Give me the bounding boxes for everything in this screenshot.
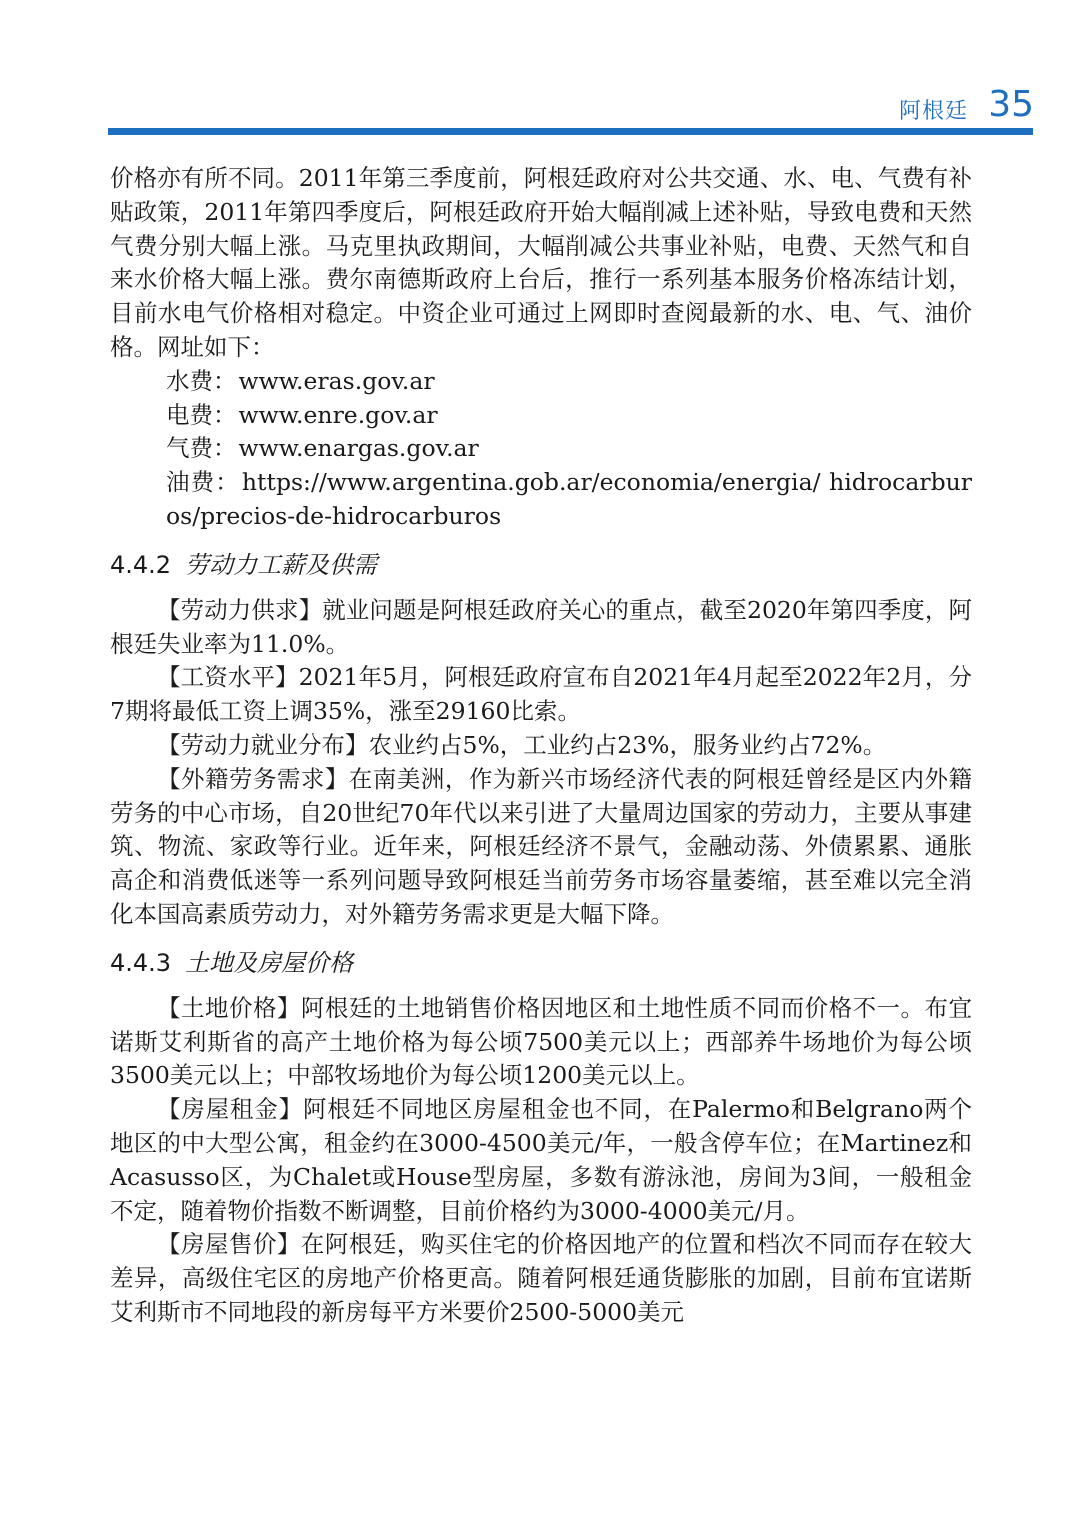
utility-label: 气费： bbox=[166, 434, 237, 463]
paragraph-wage-level bbox=[110, 661, 972, 729]
paragraph-tag: 【房屋租金】 bbox=[157, 1095, 303, 1124]
utility-label: 水费： bbox=[166, 366, 237, 395]
utility-link[interactable]: www.eras.gov.ar bbox=[238, 366, 435, 395]
utility-link[interactable]: www.enre.gov.ar bbox=[238, 400, 438, 429]
utility-label: 油费： bbox=[166, 468, 240, 497]
section-number: 4.4.2 bbox=[110, 550, 172, 579]
section-heading-4-4-3 bbox=[110, 946, 972, 980]
paragraph-foreign-labor-demand bbox=[110, 763, 972, 932]
page-body bbox=[110, 162, 972, 1330]
section-heading-4-4-2 bbox=[110, 548, 972, 582]
paragraph-land-price bbox=[110, 992, 972, 1093]
paragraph-tag: 【房屋售价】 bbox=[157, 1230, 301, 1259]
header-divider bbox=[108, 128, 1033, 135]
utility-link[interactable]: www.enargas.gov.ar bbox=[238, 434, 479, 463]
paragraph-text: 在南美洲，作为新兴市场经济代表的阿根廷曾经是区内外籍劳务的中心市场，自20世纪70年代以来引进了大量周边国家的劳动力，主要从事建筑、物流、家政等行业。近年来，阿根廷经济不景气，金融动荡、外债累累、通胀高企和消费低迷等一系列问题导致阿根廷当前劳务市场容量萎缩，甚至难以完全消化本国高素质劳动力，对外籍劳务需求更是大幅下降。 bbox=[110, 764, 973, 928]
paragraph-text: 阿根廷不同地区房屋租金也不同，在Palermo和Belgrano两个地区的中大型公寓，租金约在3000-4500美元/年，一般含停车位；在Martinez和Acasusso区，为Chalet或House型房屋，多数有游泳池，房间为3间，一般租金不定，随着物价指数不断调整，目前价格约为3000-4000美元/月。 bbox=[110, 1095, 972, 1225]
paragraph-tag: 【土地价格】 bbox=[157, 993, 301, 1022]
utility-url-oil bbox=[110, 466, 972, 534]
paragraph-housing-sale-price bbox=[110, 1228, 972, 1329]
paragraph-tag: 【劳动力供求】 bbox=[157, 595, 323, 624]
paragraph-tag: 【劳动力就业分布】 bbox=[157, 730, 369, 759]
page-number: 35 bbox=[988, 84, 1034, 125]
intro-paragraph: 价格亦有所不同。2011年第三季度前，阿根廷政府对公共交通、水、电、气费有补贴政策，2011年第四季度后，阿根廷政府开始大幅削减上述补贴，导致电费和天然气费分别大幅上涨。马克里执政期间，大幅削减公共事业补贴，电费、天然气和自来水价格大幅上涨。费尔南德斯政府上台后，推行一系列基本服务价格冻结计划，目前水电气价格相对稳定。中资企业可通过上网即时查阅最新的水、电、气、油价格。网址如下： bbox=[110, 164, 972, 361]
utility-url-list bbox=[110, 365, 972, 534]
paragraph-labor-supply bbox=[110, 594, 972, 662]
page-header bbox=[0, 0, 1080, 140]
utility-url-gas bbox=[110, 432, 972, 466]
utility-link[interactable]: https://www.argentina.gob.ar/economia/energia/ hidrocarburos/precios-de-hidrocarburos bbox=[166, 468, 972, 530]
paragraph-housing-rent bbox=[110, 1093, 972, 1228]
paragraph-text: 在阿根廷，购买住宅的价格因地产的位置和档次不同而存在较大差异，高级住宅区的房地产价格更高。随着阿根廷通货膨胀的加剧，目前布宜诺斯艾利斯市不同地段的新房每平方米要价2500-5000美元 bbox=[110, 1230, 973, 1326]
section-title: 土地及房屋价格 bbox=[185, 948, 354, 977]
utility-url-water bbox=[110, 365, 972, 399]
paragraph-text: 2021年5月，阿根廷政府宣布自2021年4月起至2022年2月，分7期将最低工资上调35%，涨至29160比索。 bbox=[110, 663, 973, 726]
utility-url-electricity bbox=[110, 399, 972, 433]
paragraph-employment-distribution bbox=[110, 729, 972, 763]
paragraph-text: 阿根廷的土地销售价格因地区和土地性质不同而价格不一。布宜诺斯艾利斯省的高产土地价格为每公顷7500美元以上；西部养牛场地价为每公顷3500美元以上；中部牧场地价为每公顷1200美元以上。 bbox=[110, 993, 973, 1090]
utility-label: 电费： bbox=[166, 400, 237, 429]
paragraph-text: 就业问题是阿根廷政府关心的重点，截至2020年第四季度，阿根廷失业率为11.0%。 bbox=[110, 595, 972, 658]
running-header-country: 阿根廷 bbox=[898, 99, 968, 124]
section-title: 劳动力工薪及供需 bbox=[185, 550, 378, 579]
paragraph-text: 农业约占5%，工业约占23%，服务业约占72%。 bbox=[368, 730, 887, 759]
section-number: 4.4.3 bbox=[110, 948, 172, 977]
paragraph-tag: 【工资水平】 bbox=[157, 663, 299, 692]
paragraph-tag: 【外籍劳务需求】 bbox=[157, 764, 349, 793]
